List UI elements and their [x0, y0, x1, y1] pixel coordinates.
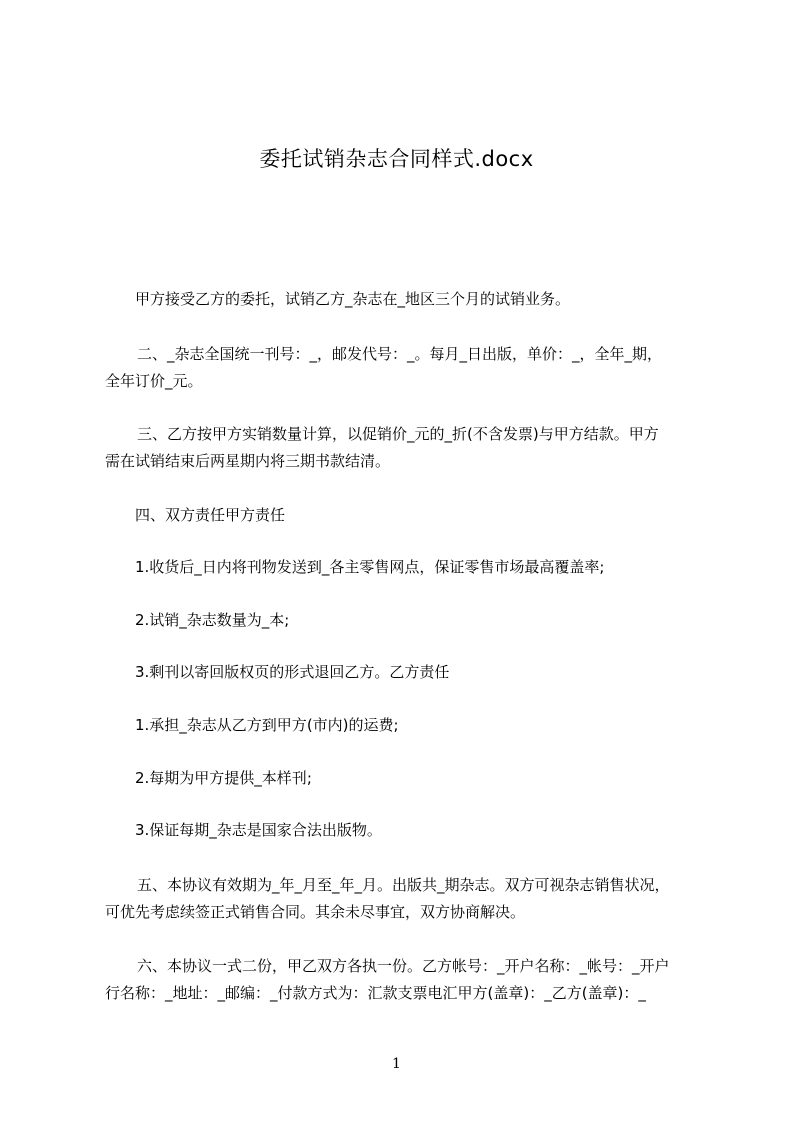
paragraph-4 — [105, 502, 705, 529]
paragraph-line: 1.承担_杂志从乙方到甲方(市内)的运费; — [135, 716, 399, 734]
paragraph-8 — [105, 712, 705, 739]
paragraph-line: 全年订价_元。 — [105, 372, 203, 390]
paragraph-line: 可优先考虑续签正式销售合同。其余未尽事宜，双方协商解决。 — [105, 903, 526, 921]
paragraph-2 — [105, 341, 705, 395]
paragraph-line: 四、双方责任甲方责任 — [135, 506, 286, 524]
paragraph-line: 行名称：_地址：_邮编：_付款方式为：汇款支票电汇甲方(盖章)：_乙方(盖章)：_ — [105, 984, 646, 1002]
paragraph-line: 2.每期为甲方提供_本样刊; — [135, 769, 312, 787]
paragraph-1 — [105, 286, 705, 313]
paragraph-line: 2.试销_杂志数量为_本; — [135, 611, 290, 629]
paragraph-10 — [105, 817, 705, 844]
paragraph-3 — [105, 421, 705, 475]
paragraph-5 — [105, 554, 705, 581]
paragraph-7 — [105, 659, 705, 686]
paragraph-line: 1.收货后_日内将刊物发送到_各主零售网点，保证零售市场最高覆盖率; — [135, 558, 605, 576]
paragraph-line: 需在试销结束后两星期内将三期书款结清。 — [105, 452, 391, 470]
paragraph-line: 甲方接受乙方的委托，试销乙方_杂志在_地区三个月的试销业务。 — [135, 290, 571, 308]
paragraph-line: 二、_杂志全国统一刊号：_，邮发代号：_。每月_日出版，单价：_，全年_期， — [137, 345, 663, 363]
paragraph-line: 3.剩刊以寄回版权页的形式退回乙方。乙方责任 — [135, 663, 450, 681]
paragraph-11 — [105, 872, 705, 926]
paragraph-9 — [105, 765, 705, 792]
page-number: 1 — [392, 1056, 401, 1072]
paragraph-line: 3.保证每期_杂志是国家合法出版物。 — [135, 821, 382, 839]
paragraph-6 — [105, 607, 705, 634]
paragraph-12 — [105, 953, 705, 1007]
paragraph-line: 五、本协议有效期为_年_月至_年_月。出版共_期杂志。双方可视杂志销售状况， — [137, 876, 670, 894]
document-title: 委托试销杂志合同样式.docx — [259, 147, 534, 171]
paragraph-line: 三、乙方按甲方实销数量计算，以促销价_元的_折(不含发票)与甲方结款。甲方 — [137, 425, 659, 443]
paragraph-line: 六、本协议一式二份，甲乙双方各执一份。乙方帐号：_开户名称：_帐号：_开户 — [137, 957, 670, 975]
